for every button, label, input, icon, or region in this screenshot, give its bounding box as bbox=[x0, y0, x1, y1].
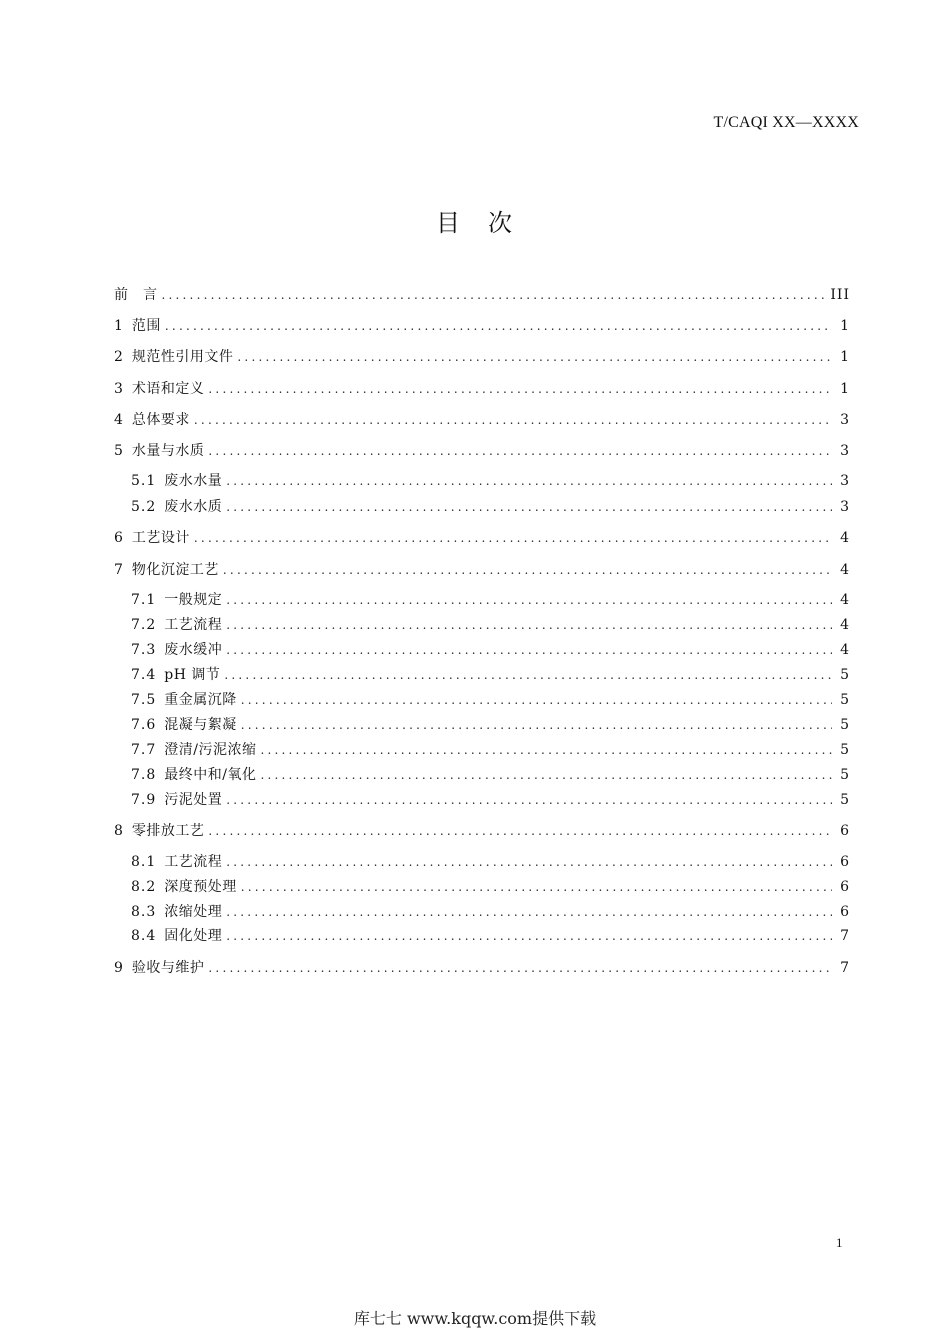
toc-entry-number: 5.2 bbox=[131, 499, 157, 515]
toc-entry-page: 4 bbox=[840, 562, 850, 578]
toc-entry[interactable] bbox=[131, 690, 850, 710]
toc-entry-label: pH 调节 bbox=[164, 667, 221, 683]
toc-title-char-2: 次 bbox=[488, 209, 514, 237]
toc-entry-number: 8.4 bbox=[131, 928, 157, 944]
toc-entry-label: 工艺流程 bbox=[164, 854, 223, 870]
toc-entry-page: 6 bbox=[840, 854, 850, 870]
toc-entry[interactable] bbox=[114, 560, 850, 580]
toc-entry[interactable] bbox=[114, 441, 850, 461]
toc-entry-page: 4 bbox=[840, 617, 850, 633]
toc-dot-leader bbox=[224, 665, 832, 685]
toc-entry[interactable] bbox=[131, 852, 850, 872]
toc-entry[interactable] bbox=[131, 640, 850, 660]
toc-entry-label: 最终中和/氧化 bbox=[164, 767, 257, 783]
toc-entry[interactable] bbox=[131, 902, 850, 922]
toc-dot-leader bbox=[162, 285, 827, 305]
toc-entry-label: 总体要求 bbox=[131, 412, 190, 428]
toc-entry-number: 7.2 bbox=[131, 617, 157, 633]
toc-entry[interactable] bbox=[114, 958, 850, 978]
toc-entry-page: 5 bbox=[840, 792, 850, 808]
toc-entry-number: 7.1 bbox=[131, 592, 157, 608]
toc-entry-label: 固化处理 bbox=[164, 928, 223, 944]
toc-entry-number: 2 bbox=[114, 349, 124, 365]
toc-entry-label: 深度预处理 bbox=[164, 879, 237, 895]
toc-entry[interactable] bbox=[131, 740, 850, 760]
toc-entry-page: 5 bbox=[840, 717, 850, 733]
toc-entry-page: 5 bbox=[840, 767, 850, 783]
toc-entry[interactable] bbox=[131, 926, 850, 946]
toc-entry-page: 6 bbox=[840, 904, 850, 920]
toc-entry[interactable] bbox=[131, 877, 850, 897]
toc-title-char-1: 目 bbox=[436, 209, 462, 237]
toc-entry-label: 范围 bbox=[131, 318, 161, 334]
toc-entry[interactable] bbox=[114, 821, 850, 841]
toc-dot-leader bbox=[194, 410, 832, 430]
toc-entry-number: 7.4 bbox=[131, 667, 157, 683]
toc-entry-label: 前 言 bbox=[114, 287, 158, 303]
toc-entry-page: 4 bbox=[840, 592, 850, 608]
toc-entry[interactable] bbox=[114, 379, 850, 399]
toc-entry-page: 4 bbox=[840, 642, 850, 658]
page-number: 1 bbox=[836, 1235, 843, 1250]
toc-entry[interactable] bbox=[131, 471, 850, 491]
toc-entry[interactable] bbox=[131, 765, 850, 785]
toc-entry-number: 9 bbox=[114, 960, 124, 976]
toc-entry-page: 1 bbox=[840, 318, 850, 334]
toc-entry-page: 7 bbox=[840, 928, 850, 944]
toc-entry-number: 7.9 bbox=[131, 792, 157, 808]
toc-dot-leader bbox=[260, 765, 832, 785]
toc-dot-leader bbox=[226, 615, 832, 635]
toc-entry[interactable] bbox=[131, 615, 850, 635]
toc-entry-label: 验收与维护 bbox=[131, 960, 205, 976]
toc-entry-number: 1 bbox=[114, 318, 124, 334]
toc-entry-label: 工艺设计 bbox=[131, 530, 190, 546]
toc-entry-page: 6 bbox=[840, 879, 850, 895]
toc-entry-number: 8.3 bbox=[131, 904, 157, 920]
toc-dot-leader bbox=[260, 740, 832, 760]
toc-dot-leader bbox=[226, 590, 832, 610]
toc-entry-label: 废水水量 bbox=[164, 473, 223, 489]
toc-entry-label: 水量与水质 bbox=[131, 443, 205, 459]
toc-dot-leader bbox=[208, 379, 832, 399]
toc-dot-leader bbox=[226, 852, 832, 872]
toc-entry-label: 澄清/污泥浓缩 bbox=[164, 742, 257, 758]
toc-entry-label: 重金属沉降 bbox=[164, 692, 237, 708]
toc-entry-label: 物化沉淀工艺 bbox=[131, 562, 219, 578]
toc-entry-page: 5 bbox=[840, 692, 850, 708]
toc-entry[interactable] bbox=[114, 316, 850, 336]
toc-dot-leader bbox=[241, 690, 832, 710]
toc-entry-number: 8.1 bbox=[131, 854, 157, 870]
toc-entry-number: 8.2 bbox=[131, 879, 157, 895]
toc-entry-number: 3 bbox=[114, 381, 124, 397]
toc-dot-leader bbox=[194, 528, 832, 548]
toc-entry-label: 浓缩处理 bbox=[164, 904, 223, 920]
toc-dot-leader bbox=[241, 877, 832, 897]
toc-entry-label: 废水缓冲 bbox=[164, 642, 223, 658]
toc-entry-number: 7.5 bbox=[131, 692, 157, 708]
toc-entry-number: 7 bbox=[114, 562, 124, 578]
toc-entry-label: 污泥处置 bbox=[164, 792, 223, 808]
toc-entry[interactable] bbox=[131, 665, 850, 685]
toc-entry-page: 3 bbox=[840, 499, 850, 515]
toc-dot-leader bbox=[223, 560, 832, 580]
toc-entry-number: 6 bbox=[114, 530, 124, 546]
toc-entry[interactable] bbox=[114, 410, 850, 430]
toc-dot-leader bbox=[226, 471, 832, 491]
toc-entry-page: 5 bbox=[840, 742, 850, 758]
toc-dot-leader bbox=[237, 347, 832, 367]
toc-entry-page: 5 bbox=[840, 667, 850, 683]
toc-entry-page: 3 bbox=[840, 412, 850, 428]
toc-dot-leader bbox=[226, 902, 832, 922]
toc-entry-label: 混凝与絮凝 bbox=[164, 717, 237, 733]
toc-entry-number: 7.6 bbox=[131, 717, 157, 733]
toc-entry-label: 规范性引用文件 bbox=[131, 349, 234, 365]
toc-entry[interactable] bbox=[131, 790, 850, 810]
toc-dot-leader bbox=[226, 790, 832, 810]
toc-entry-number: 7.8 bbox=[131, 767, 157, 783]
toc-entry[interactable] bbox=[131, 590, 850, 610]
toc-entry-label: 术语和定义 bbox=[131, 381, 205, 397]
toc-entry-label: 工艺流程 bbox=[164, 617, 223, 633]
toc-entry-number: 7.7 bbox=[131, 742, 157, 758]
toc-entry[interactable] bbox=[131, 497, 850, 517]
toc-entry-label: 废水水质 bbox=[164, 499, 223, 515]
toc-entry-number: 4 bbox=[114, 412, 124, 428]
toc-dot-leader bbox=[208, 958, 832, 978]
toc-entry-label: 一般规定 bbox=[164, 592, 223, 608]
toc-dot-leader bbox=[208, 821, 832, 841]
toc-entry-label: 零排放工艺 bbox=[131, 823, 205, 839]
toc-entry-page: III bbox=[830, 287, 850, 303]
toc-dot-leader bbox=[241, 715, 832, 735]
toc-dot-leader bbox=[226, 926, 832, 946]
toc-entry-number: 7.3 bbox=[131, 642, 157, 658]
toc-dot-leader bbox=[208, 441, 832, 461]
toc-entry-page: 6 bbox=[840, 823, 850, 839]
toc-entry-page: 4 bbox=[840, 530, 850, 546]
toc-entry-page: 3 bbox=[840, 443, 850, 459]
toc-entry[interactable] bbox=[114, 347, 850, 367]
toc-entry-page: 7 bbox=[840, 960, 850, 976]
document-code: T/CAQI XX—XXXX bbox=[713, 114, 859, 131]
toc-entry-page: 1 bbox=[840, 381, 850, 397]
footer-credit: 库七七 www.kqqw.com提供下载 bbox=[353, 1309, 597, 1328]
toc-entry-page: 3 bbox=[840, 473, 850, 489]
toc-entry[interactable] bbox=[131, 715, 850, 735]
toc-dot-leader bbox=[226, 640, 832, 660]
toc-entry[interactable] bbox=[114, 528, 850, 548]
toc-entry-page: 1 bbox=[840, 349, 850, 365]
toc-dot-leader bbox=[226, 497, 832, 517]
toc-entry-number: 8 bbox=[114, 823, 124, 839]
toc-entry-number: 5.1 bbox=[131, 473, 157, 489]
toc-entry-number: 5 bbox=[114, 443, 124, 459]
toc-dot-leader bbox=[165, 316, 832, 336]
toc-entry[interactable] bbox=[114, 285, 850, 305]
